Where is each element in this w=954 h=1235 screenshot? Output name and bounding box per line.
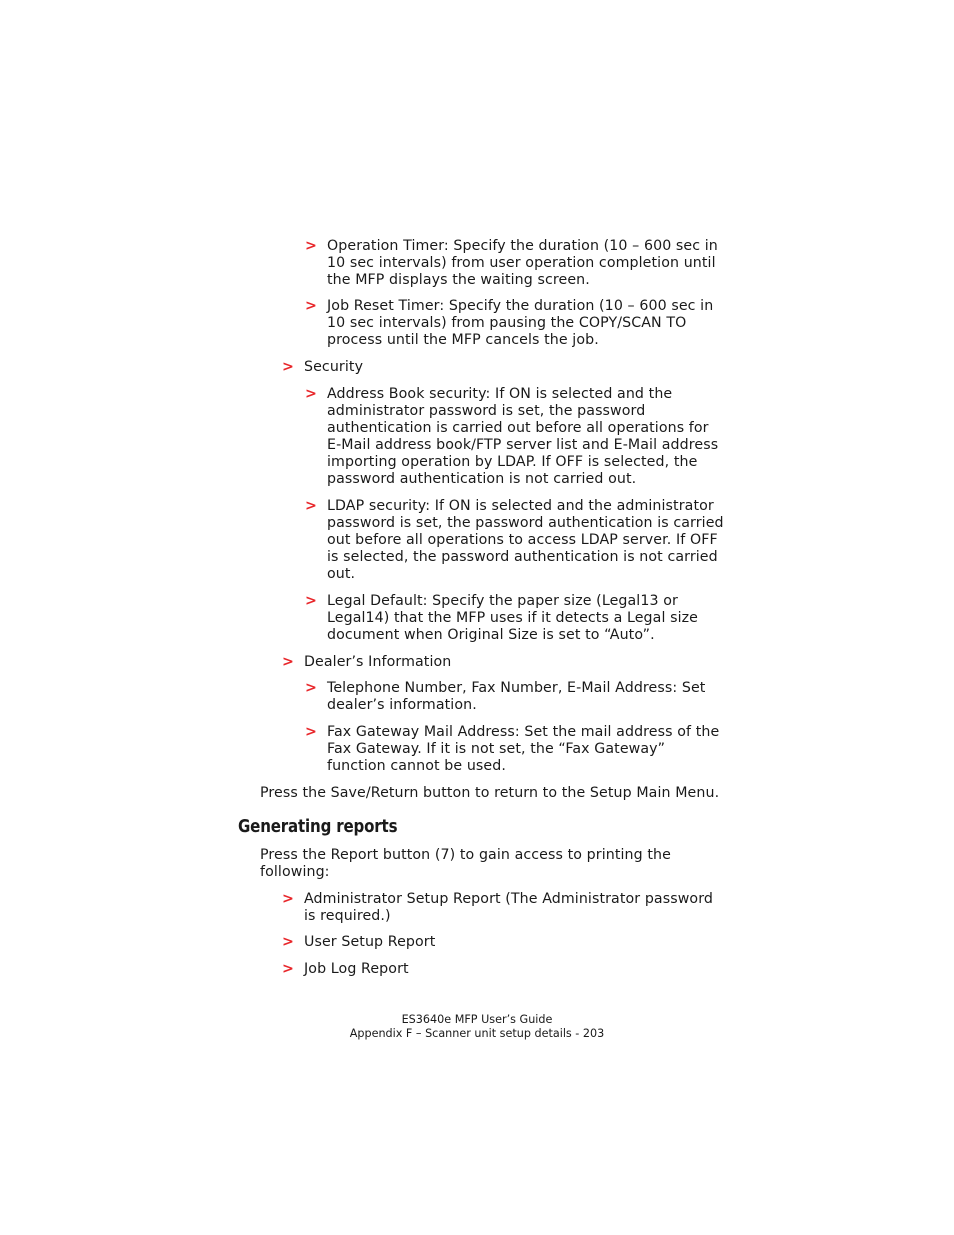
page-footer	[0, 1013, 954, 1040]
list-item-text: Operation Timer: Specify the duration (10 – 600 sec in 10 sec intervals) from user operation completion until the MFP displays the waiting screen.	[327, 238, 718, 288]
list-item-text: Job Log Report	[304, 961, 409, 977]
bullet-marker: >	[305, 238, 317, 254]
list-item-text: Fax Gateway Mail Address: Set the mail address of the Fax Gateway. If it is not set, the “Fax Gateway” function cannot be used.	[327, 724, 720, 774]
bullet-marker: >	[305, 386, 317, 402]
bullet-marker: >	[305, 298, 317, 314]
list-item-user-setup-report	[282, 934, 724, 951]
list-item-dealers-information	[282, 654, 724, 671]
bullet-marker: >	[305, 724, 317, 740]
bullet-marker: >	[282, 891, 294, 907]
list-item-security	[282, 359, 724, 376]
bullet-marker: >	[305, 498, 317, 514]
list-item-fax-gateway	[305, 724, 725, 775]
list-item-text: Address Book security: If ON is selected and the administrator password is set, the password authentication is carried out before all operations for E-Mail address book/FTP server list and E-Mail address importing operation by LDAP. If OFF is selected, the password authentication is not carried out.	[327, 386, 719, 487]
bullet-marker: >	[305, 680, 317, 696]
list-item-job-log-report	[282, 961, 724, 978]
bullet-marker: >	[305, 593, 317, 609]
bullet-marker: >	[282, 934, 294, 950]
list-item-text: User Setup Report	[304, 934, 436, 950]
list-item-job-reset-timer	[305, 298, 725, 349]
bullet-marker: >	[282, 961, 294, 977]
list-item-admin-setup-report	[282, 891, 724, 925]
list-item-text: Legal Default: Specify the paper size (Legal13 or Legal14) that the MFP uses if it detects a Legal size document when Original Size is set to “Auto”.	[327, 593, 699, 643]
list-item-text: Job Reset Timer: Specify the duration (10 – 600 sec in 10 sec intervals) from pausing the COPY/SCAN TO process until the MFP cancels the job.	[327, 298, 714, 348]
list-item-text: Telephone Number, Fax Number, E-Mail Address: Set dealer’s information.	[327, 680, 706, 713]
list-item-text: Dealer’s Information	[304, 654, 452, 670]
list-item-telephone-fax-email	[305, 680, 725, 714]
footer-guide-title: ES3640e MFP User’s Guide	[401, 1013, 553, 1026]
list-item-text: LDAP security: If ON is selected and the administrator password is set, the password authentication is carried out before all operations to access LDAP server. If OFF is selected, the password authentication is not carried out.	[327, 498, 724, 582]
bullet-marker: >	[282, 359, 294, 375]
list-item-operation-timer	[305, 238, 725, 289]
bullet-marker: >	[282, 654, 294, 670]
report-intro-paragraph: Press the Report button (7) to gain access to printing the following:	[260, 847, 671, 880]
footer-page-info: Appendix F – Scanner unit setup details - 203	[349, 1026, 605, 1040]
section-heading: Generating reports	[238, 817, 398, 837]
list-item-text: Administrator Setup Report (The Administrator password is required.)	[304, 891, 713, 924]
list-item-legal-default	[305, 593, 725, 644]
list-item-ldap-security	[305, 498, 725, 583]
save-return-paragraph: Press the Save/Return button to return to the Setup Main Menu.	[260, 785, 720, 801]
list-item-text: Security	[304, 359, 364, 375]
list-item-address-book-security	[305, 386, 725, 488]
